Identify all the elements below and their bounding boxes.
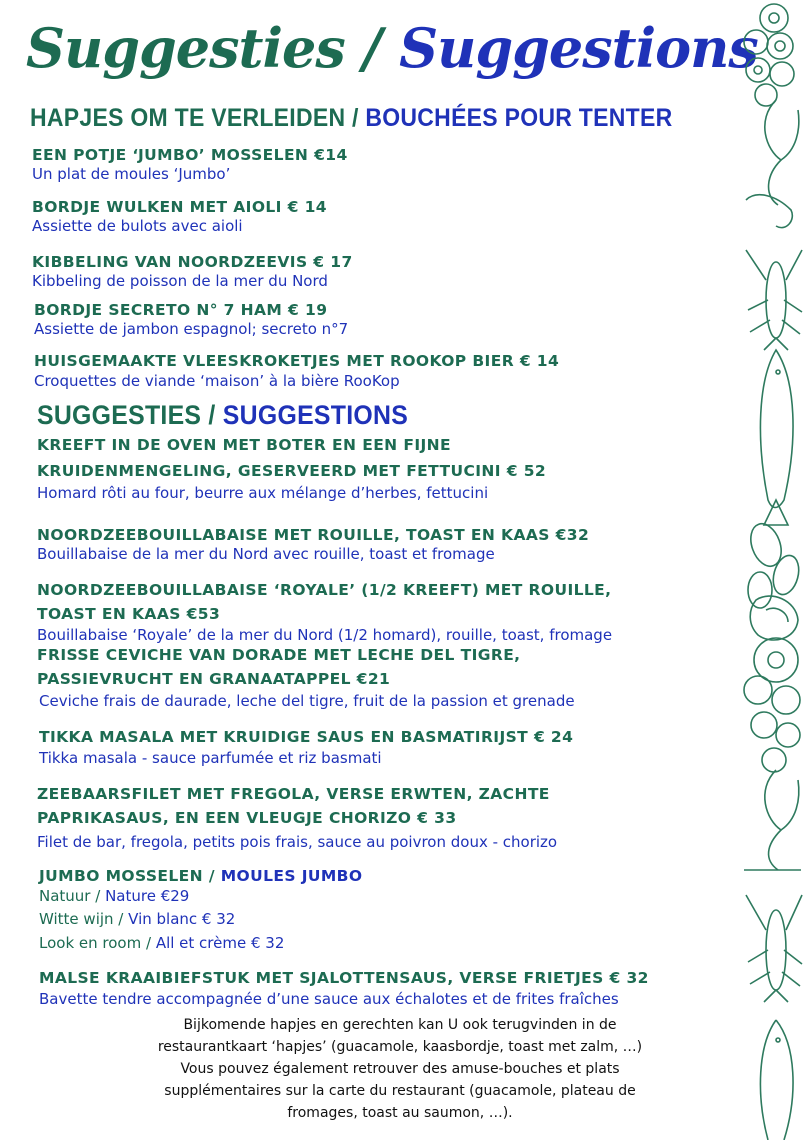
- menu-item-description: Filet de bar, fregola, petits pois frais, sauce au poivron doux - chorizo: [37, 833, 558, 851]
- menu-item-description: Assiette de jambon espagnol; secreto n°7: [34, 320, 349, 338]
- menu-option: [39, 886, 189, 906]
- lobster-icon: [746, 895, 802, 1002]
- oyster-icon: [750, 596, 798, 640]
- menu-option-nl: Look en room /: [39, 934, 152, 952]
- menu-option: [39, 909, 235, 929]
- menu-item-name: FRISSE CEVICHE VAN DORADE MET LECHE DEL TIGRE,: [37, 646, 521, 664]
- menu-item-description: Bouillabaise de la mer du Nord avec rouille, toast et fromage: [37, 545, 495, 563]
- octopus-icon: [746, 100, 799, 228]
- menu-item-name: EEN POTJE ‘JUMBO’ MOSSELEN €14: [32, 146, 348, 164]
- section-heading-hapjes: [30, 103, 672, 133]
- menu-item-name: MALSE KRAAIBIEFSTUK MET SJALOTTENSAUS, VERSE FRIETJES € 32: [39, 969, 649, 987]
- menu-item-name-fr: MOULES JUMBO: [220, 867, 363, 885]
- menu-item-description: Bouillabaise ‘Royale’ de la mer du Nord (1/2 homard), rouille, toast, fromage: [37, 626, 613, 644]
- menu-item-name: HUISGEMAAKTE VLEESKROKETJES MET ROOKOP BIER € 14: [34, 352, 560, 370]
- title-fr: Suggestions: [399, 16, 758, 80]
- fish-icon: [760, 350, 793, 525]
- menu-item-name: TIKKA MASALA MET KRUIDIGE SAUS EN BASMATIRIJST € 24: [39, 728, 574, 746]
- lobster-icon: [746, 250, 802, 350]
- menu-option: [39, 933, 284, 953]
- menu-option-nl: Witte wijn /: [39, 910, 124, 928]
- mussel-icon: [745, 520, 802, 608]
- title-nl: Suggesties /: [26, 16, 382, 80]
- menu-item-name: BORDJE SECRETO N° 7 HAM € 19: [34, 301, 328, 319]
- menu-item-name: TOAST EN KAAS €53: [37, 605, 221, 623]
- footer-line: Bijkomende hapjes en gerechten kan U ook terugvinden in de: [183, 1017, 617, 1033]
- menu-option-fr: Nature €29: [105, 887, 190, 905]
- menu-item-description: Kibbeling de poisson de la mer du Nord: [32, 272, 328, 290]
- page-title: [26, 14, 758, 82]
- section-heading-suggesties: [37, 400, 408, 430]
- menu-item-name: KREEFT IN DE OVEN MET BOTER EN EEN FIJNE: [37, 436, 452, 454]
- menu-item-name: BORDJE WULKEN MET AIOLI € 14: [32, 198, 327, 216]
- seafood-platter-icon: [744, 4, 794, 106]
- section-hapjes-nl: HAPJES OM TE VERLEIDEN /: [30, 104, 359, 132]
- octopus-icon: [744, 770, 801, 870]
- footer-line: Vous pouvez également retrouver des amuse-bouches et plats: [180, 1061, 620, 1077]
- menu-option-fr: Vin blanc € 32: [128, 910, 236, 928]
- footer-line: supplémentaires sur la carte du restaurant (guacamole, plateau de: [164, 1083, 636, 1099]
- menu-item-name-nl: JUMBO MOSSELEN /: [39, 867, 215, 885]
- menu-item-name: ZEEBAARSFILET MET FREGOLA, VERSE ERWTEN, ZACHTE: [37, 785, 550, 803]
- menu-item-name: NOORDZEEBOUILLABAISE MET ROUILLE, TOAST EN KAAS €32: [37, 526, 590, 544]
- menu-item-description: Tikka masala - sauce parfumée et riz basmati: [39, 749, 382, 767]
- section-suggesties-nl: SUGGESTIES /: [37, 400, 216, 430]
- seafood-platter-icon: [744, 638, 800, 772]
- menu-item-description: Assiette de bulots avec aioli: [32, 217, 243, 235]
- menu-item-description: Ceviche frais de daurade, leche del tigre, fruit de la passion et grenade: [39, 692, 575, 710]
- section-hapjes-fr: BOUCHÉES POUR TENTER: [365, 104, 673, 132]
- footer-line: fromages, toast au saumon, …).: [287, 1105, 513, 1121]
- footer-note: [120, 1014, 680, 1124]
- menu-item-name: KIBBELING VAN NOORDZEEVIS € 17: [32, 253, 353, 271]
- footer-line: restaurantkaart ‘hapjes’ (guacamole, kaasbordje, toast met zalm, …): [157, 1039, 643, 1055]
- menu-item-name: [39, 866, 362, 886]
- menu-item-name: KRUIDENMENGELING, GESERVEERD MET FETTUCINI € 52: [37, 462, 547, 480]
- menu-option-fr: All et crème € 32: [155, 934, 285, 952]
- fish-icon: [760, 1020, 793, 1140]
- menu-item-description: Un plat de moules ‘Jumbo’: [32, 165, 231, 183]
- seafood-border-illustration: [736, 0, 806, 1140]
- menu-option-nl: Natuur /: [39, 887, 101, 905]
- section-suggesties-fr: SUGGESTIONS: [222, 400, 409, 430]
- menu-item-name: PAPRIKASAUS, EN EEN VLEUGJE CHORIZO € 33: [37, 809, 457, 827]
- menu-item-name: NOORDZEEBOUILLABAISE ‘ROYALE’ (1/2 KREEFT) MET ROUILLE,: [37, 581, 612, 599]
- menu-item-description: Homard rôti au four, beurre aux mélange d’herbes, fettucini: [37, 484, 489, 502]
- menu-item-description: Croquettes de viande ‘maison’ à la bière RooKop: [34, 372, 400, 390]
- menu-item-name: PASSIEVRUCHT EN GRANAATAPPEL €21: [37, 670, 391, 688]
- menu-item-description: Bavette tendre accompagnée d’une sauce aux échalotes et de frites fraîches: [39, 990, 619, 1008]
